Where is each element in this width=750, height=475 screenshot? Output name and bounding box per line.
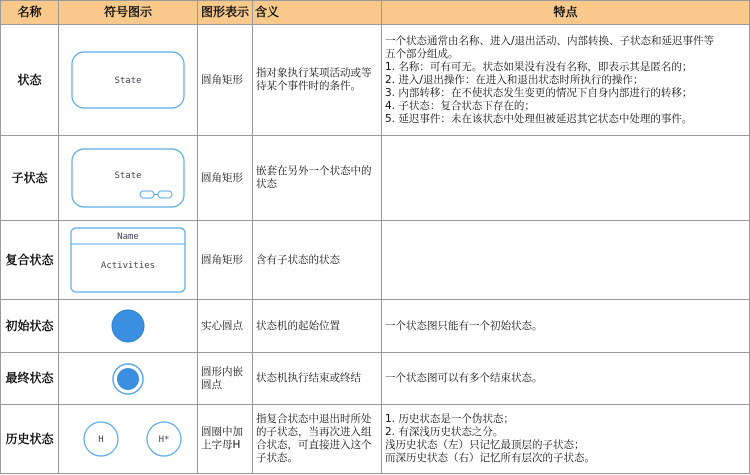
row-shape: 圆角矩形: [198, 136, 253, 221]
feature-line: 3. 内部转移：在不使状态发生变更的情况下自身内部进行的转移；: [385, 86, 693, 99]
final-state-symbol: [59, 353, 198, 405]
header-row: [1, 1, 750, 25]
row-meaning: [253, 221, 382, 300]
symbol-label-substate: State: [114, 171, 142, 181]
row-features: [382, 221, 750, 300]
symbol-label-state: State: [114, 76, 142, 86]
feature-line: 一个状态通常由名称、进入/退出活动、内部转换、子状态和延迟事件等: [385, 34, 715, 47]
feature-line: 4. 子状态：复合状态下存在的；: [385, 99, 535, 112]
meaning-line: 待某个事件时的条件。: [256, 80, 361, 92]
row-name: 子状态: [1, 136, 59, 221]
row-name: 状态: [1, 25, 59, 136]
row-meaning: [253, 136, 382, 221]
feature-line: 五个部分组成。: [385, 47, 459, 60]
meaning-line: 状态机执行结束或终结: [256, 372, 361, 384]
row-name: 复合状态: [1, 221, 59, 300]
row-features: [382, 405, 750, 474]
row-meaning: [253, 405, 382, 474]
row-shape-text: 圆形内嵌圆点: [201, 365, 243, 391]
row-features: [382, 353, 750, 405]
meaning-line: 子状态。: [256, 452, 298, 464]
meaning-line: 状态: [256, 178, 277, 190]
table-row-composite-state: [1, 221, 750, 300]
row-name: 初始状态: [1, 300, 59, 353]
meaning-line: 合状态，可直接进入这个: [256, 439, 372, 451]
filled-circle-icon: [108, 306, 148, 346]
bullseye-circle-icon: [108, 359, 148, 399]
table-row-substate: [1, 136, 750, 221]
state-rounded-rect-icon: [68, 49, 188, 111]
header-features: 特点: [382, 1, 750, 25]
table-row-history-state: [1, 405, 750, 474]
initial-state-symbol: [59, 300, 198, 353]
deep-history-label: H*: [158, 435, 170, 445]
feature-line: 一个状态图只能有一个初始状态。: [385, 319, 543, 332]
meaning-line: 指对象执行某项活动或等: [256, 67, 372, 79]
symbol-label-name: Name: [117, 232, 139, 242]
row-shape: 圆角矩形: [198, 25, 253, 136]
composite-state-symbol: [59, 221, 198, 300]
feature-line: 1. 名称：可有可无。状态如果没有没有名称，即表示其是匿名的；: [385, 60, 693, 73]
row-features: [382, 300, 750, 353]
header-symbol: 符号图示: [59, 1, 198, 25]
feature-line: 而深历史状态（右）记忆所有层次的子状态。: [385, 452, 595, 464]
shallow-history-label: H: [98, 435, 104, 445]
composite-state-rect-icon: [68, 226, 188, 294]
feature-line: 5. 延迟事件：未在该状态中处理但被延迟其它状态中处理的事件。: [385, 112, 693, 125]
feature-line: 一个状态图可以有多个结束状态。: [385, 372, 543, 384]
header-name: 名称: [1, 1, 59, 25]
row-shape: [198, 405, 253, 474]
table-row-final-state: [1, 353, 750, 405]
row-name: 历史状态: [1, 405, 59, 474]
row-shape: 圆角矩形: [198, 221, 253, 300]
header-shape: 图形表示: [198, 1, 253, 25]
feature-line: 浅历史状态（左）只记忆最顶层的子状态；: [385, 439, 585, 451]
meaning-line: 嵌套在另外一个状态中的: [256, 165, 372, 177]
row-features: [382, 25, 750, 136]
history-circles-icon: [68, 417, 188, 461]
row-meaning: [253, 300, 382, 353]
table-row-initial-state: [1, 300, 750, 353]
substate-symbol: [59, 136, 198, 221]
substate-rounded-rect-icon: [68, 146, 188, 210]
meaning-line: 的子状态，当再次进入组: [256, 426, 372, 438]
row-shape-text: 圆圈中加上字母H: [201, 426, 243, 451]
feature-line: 2. 有深浅历史状态之分。: [385, 426, 504, 438]
feature-line: 2. 进入/退出操作：在进入和退出状态时所执行的操作；: [385, 73, 644, 86]
row-shape: [198, 353, 253, 405]
meaning-line: 指复合状态中退出时所处: [256, 413, 372, 425]
row-meaning: [253, 25, 382, 136]
meaning-line: 状态机的起始位置: [256, 319, 340, 332]
row-meaning: [253, 353, 382, 405]
state-symbol: [59, 25, 198, 136]
meaning-line: 含有子状态的状态: [256, 253, 340, 266]
symbol-label-activities: Activities: [100, 261, 156, 271]
row-features: [382, 136, 750, 221]
feature-line: 1. 历史状态是一个伪状态；: [385, 413, 514, 425]
row-shape: 实心圆点: [198, 300, 253, 353]
row-name: 最终状态: [1, 353, 59, 405]
table-row-state: [1, 25, 750, 136]
header-meaning: 含义: [253, 1, 382, 25]
history-state-symbol: [59, 405, 198, 474]
